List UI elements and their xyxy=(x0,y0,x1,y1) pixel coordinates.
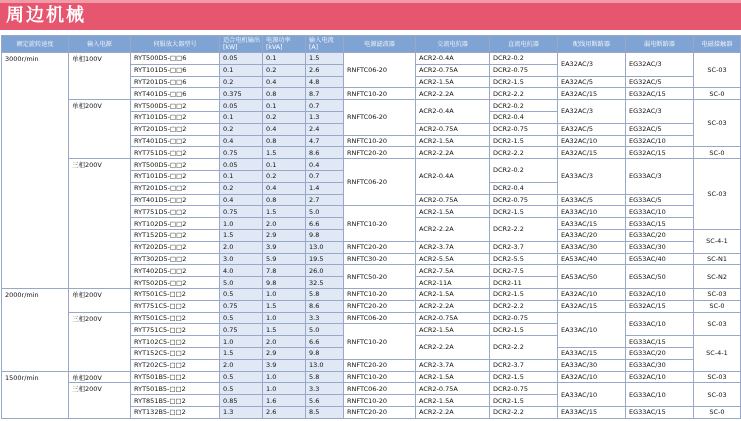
input-power-cell: 单相200V xyxy=(69,371,131,383)
motor-output-cell: 4.0 xyxy=(220,265,263,277)
input-current-cell: 2.7 xyxy=(306,194,344,206)
dc-reactor-cell: DCR2-0.75 xyxy=(490,123,558,135)
dc-reactor-cell: DCR2-1.5 xyxy=(490,76,558,88)
dc-reactor-cell: DCR2-0.4 xyxy=(490,182,558,194)
dc-reactor-cell: DCR2-1.5 xyxy=(490,395,558,407)
ac-reactor-cell: ACR2-11A xyxy=(416,277,490,289)
motor-output-cell: 0.1 xyxy=(220,111,263,123)
power-filter-cell: RNFTC06-20 xyxy=(344,159,416,206)
power-capacity-cell: 5.9 xyxy=(263,253,306,265)
motor-output-cell: 0.05 xyxy=(220,159,263,171)
input-current-cell: 3.3 xyxy=(306,312,344,324)
amplifier-model-cell: RYT851B5-□□2 xyxy=(131,395,220,407)
breaker-cell: EA33AC/3 xyxy=(558,159,626,194)
ac-reactor-cell: ACR2-2.2A xyxy=(416,406,490,418)
dc-reactor-cell: DCR2-0.75 xyxy=(490,383,558,395)
section-title: 周边机械 xyxy=(6,5,86,26)
header-row xyxy=(2,36,741,53)
breaker-cell: EA32AC/5 xyxy=(558,123,626,135)
breaker-cell: EA32AC/3 xyxy=(558,100,626,124)
motor-output-cell: 0.2 xyxy=(220,76,263,88)
amplifier-model-cell: RYT201D5-□□6 xyxy=(131,76,220,88)
earth-leakage-breaker-cell: EG32AC/3 xyxy=(626,53,694,77)
dc-reactor-cell: DCR2-1.5 xyxy=(490,288,558,300)
ac-reactor-cell: ACR2-2.2A xyxy=(416,300,490,312)
ac-reactor-cell: ACR2-0.4A xyxy=(416,100,490,124)
input-current-cell: 5.8 xyxy=(306,371,344,383)
earth-leakage-breaker-cell: EG32AC/10 xyxy=(626,288,694,300)
dc-reactor-cell: DCR2-3.7 xyxy=(490,359,558,371)
power-filter-cell: RNFTC06-20 xyxy=(344,100,416,135)
dc-reactor-cell: DCR2-0.4 xyxy=(490,111,558,123)
motor-output-cell: 0.75 xyxy=(220,300,263,312)
amplifier-model-cell: RYT401D5-□□6 xyxy=(131,88,220,100)
earth-leakage-breaker-cell: EG33AC/15 xyxy=(626,218,694,230)
column-header: 漏电断路器 xyxy=(626,36,694,53)
power-filter-cell: RNFTC06-20 xyxy=(344,383,416,395)
input-power-cell: 单相100V xyxy=(69,53,131,100)
breaker-cell: EA32AC/10 xyxy=(558,288,626,300)
motor-output-cell: 1.3 xyxy=(220,406,263,418)
motor-output-cell: 3.0 xyxy=(220,253,263,265)
power-capacity-cell: 2.9 xyxy=(263,229,306,241)
motor-output-cell: 1.0 xyxy=(220,336,263,348)
contactor-cell: SC-03 xyxy=(694,371,741,383)
dc-reactor-cell: DCR2-7.5 xyxy=(490,265,558,277)
power-capacity-cell: 9.8 xyxy=(263,277,306,289)
ac-reactor-cell: ACR2-0.75A xyxy=(416,194,490,206)
amplifier-model-cell: RYT751C5-□□2 xyxy=(131,324,220,336)
dc-reactor-cell: DCR2-2.2 xyxy=(490,300,558,312)
earth-leakage-breaker-cell: EG33AC/15 xyxy=(626,336,694,348)
input-current-cell: 1.4 xyxy=(306,182,344,194)
contactor-cell: SC-0 xyxy=(694,406,741,418)
input-power-cell: 单相200V xyxy=(69,288,131,312)
power-capacity-cell: 0.2 xyxy=(263,64,306,76)
dc-reactor-cell: DCR2-2.2 xyxy=(490,88,558,100)
amplifier-model-cell: RYT502D5-□□2 xyxy=(131,277,220,289)
earth-leakage-breaker-cell: EG32AC/15 xyxy=(626,88,694,100)
earth-leakage-breaker-cell: EG33AC/15 xyxy=(626,406,694,418)
motor-output-cell: 1.5 xyxy=(220,229,263,241)
column-header: 输入电流 [A] xyxy=(306,36,344,53)
earth-leakage-breaker-cell: EG32AC/3 xyxy=(626,100,694,124)
power-filter-cell: RNFTC10-20 xyxy=(344,324,416,359)
amplifier-model-cell: RYT302D5-□□2 xyxy=(131,253,220,265)
input-current-cell: 6.6 xyxy=(306,336,344,348)
dc-reactor-cell: DCR2-0.75 xyxy=(490,312,558,324)
motor-output-cell: 1.5 xyxy=(220,347,263,359)
column-header: 适合电机输出 [kW] xyxy=(220,36,263,53)
power-capacity-cell: 0.4 xyxy=(263,123,306,135)
ac-reactor-cell: ACR2-1.5A xyxy=(416,371,490,383)
amplifier-model-cell: RYT201D5-□□2 xyxy=(131,182,220,194)
power-capacity-cell: 0.8 xyxy=(263,194,306,206)
earth-leakage-breaker-cell: EG32AC/5 xyxy=(626,76,694,88)
ac-reactor-cell: ACR2-1.5A xyxy=(416,135,490,147)
input-current-cell: 0.7 xyxy=(306,170,344,182)
earth-leakage-breaker-cell: EG33AC/10 xyxy=(626,312,694,336)
ac-reactor-cell: ACR2-1.5A xyxy=(416,324,490,336)
dc-reactor-cell: DCR2-11 xyxy=(490,277,558,289)
power-capacity-cell: 3.9 xyxy=(263,241,306,253)
breaker-cell: EA33AC/20 xyxy=(558,229,626,241)
input-current-cell: 5.0 xyxy=(306,324,344,336)
power-filter-cell: RNFTC50-20 xyxy=(344,265,416,289)
dc-reactor-cell: DCR2-2.2 xyxy=(490,406,558,418)
power-capacity-cell: 0.1 xyxy=(263,159,306,171)
amplifier-model-cell: RYT501C5-□□2 xyxy=(131,312,220,324)
input-power-cell: 三相200V xyxy=(69,383,131,418)
power-filter-cell: RNFTC30-20 xyxy=(344,253,416,265)
column-header: 输入电源 xyxy=(69,36,131,53)
amplifier-model-cell: RYT202D5-□□2 xyxy=(131,241,220,253)
ac-reactor-cell: ACR2-1.5A xyxy=(416,76,490,88)
motor-output-cell: 0.5 xyxy=(220,371,263,383)
input-current-cell: 13.0 xyxy=(306,241,344,253)
power-capacity-cell: 2.9 xyxy=(263,347,306,359)
table-row xyxy=(2,100,741,112)
ac-reactor-cell: ACR2-0.4A xyxy=(416,159,490,194)
power-capacity-cell: 0.1 xyxy=(263,53,306,65)
contactor-cell: SC-03 xyxy=(694,100,741,147)
power-capacity-cell: 1.6 xyxy=(263,395,306,407)
table-row xyxy=(2,383,741,395)
breaker-cell: EA32AC/15 xyxy=(558,147,626,159)
input-current-cell: 2.6 xyxy=(306,64,344,76)
ac-reactor-cell: ACR2-2.2A xyxy=(416,88,490,100)
dc-reactor-cell: DCR2-1.5 xyxy=(490,135,558,147)
breaker-cell: EA33AC/10 xyxy=(558,383,626,407)
breaker-cell: EA33AC/15 xyxy=(558,218,626,230)
input-power-cell: 三相200V xyxy=(69,159,131,289)
table-row xyxy=(2,371,741,383)
ac-reactor-cell: ACR2-0.4A xyxy=(416,53,490,65)
table-row xyxy=(2,159,741,171)
breaker-cell: EA32AC/3 xyxy=(558,53,626,77)
earth-leakage-breaker-cell: EG33AC/30 xyxy=(626,241,694,253)
power-filter-cell: RNFTC06-20 xyxy=(344,53,416,88)
amplifier-model-cell: RYT102D5-□□2 xyxy=(131,218,220,230)
contactor-cell: SC-0 xyxy=(694,88,741,100)
earth-leakage-breaker-cell: EG53AC/40 xyxy=(626,253,694,265)
table-row xyxy=(2,312,741,324)
motor-output-cell: 0.5 xyxy=(220,312,263,324)
input-current-cell: 2.4 xyxy=(306,123,344,135)
breaker-cell: EA33AC/10 xyxy=(558,206,626,218)
power-capacity-cell: 1.0 xyxy=(263,312,306,324)
dc-reactor-cell: DCR2-2.2 xyxy=(490,336,558,360)
input-power-cell: 单相200V xyxy=(69,100,131,159)
contactor-cell: SC-0 xyxy=(694,300,741,312)
dc-reactor-cell: DCR2-0.75 xyxy=(490,194,558,206)
amplifier-model-cell: RYT101D5-□□6 xyxy=(131,64,220,76)
ac-reactor-cell: ACR2-7.5A xyxy=(416,265,490,277)
amplifier-model-cell: RYT152D5-□□2 xyxy=(131,229,220,241)
amplifier-model-cell: RYT501B5-□□2 xyxy=(131,371,220,383)
breaker-cell: EA32AC/15 xyxy=(558,88,626,100)
column-header: 额定旋转速度 xyxy=(2,36,69,53)
breaker-cell: EA33AC/30 xyxy=(558,241,626,253)
input-current-cell: 19.5 xyxy=(306,253,344,265)
power-capacity-cell: 0.8 xyxy=(263,135,306,147)
earth-leakage-breaker-cell: EG32AC/5 xyxy=(626,123,694,135)
contactor-cell: SC-0 xyxy=(694,147,741,159)
input-current-cell: 8.6 xyxy=(306,147,344,159)
column-header: 交流电抗器 xyxy=(416,36,490,53)
power-capacity-cell: 1.0 xyxy=(263,371,306,383)
earth-leakage-breaker-cell: EG33AC/20 xyxy=(626,347,694,359)
amplifier-model-cell: RYT201D5-□□2 xyxy=(131,123,220,135)
dc-reactor-cell: DCR2-1.5 xyxy=(490,371,558,383)
amplifier-model-cell: RYT501B5-□□2 xyxy=(131,383,220,395)
breaker-cell: EA33AC/15 xyxy=(558,347,626,359)
motor-output-cell: 0.75 xyxy=(220,324,263,336)
dc-reactor-cell: DCR2-1.5 xyxy=(490,206,558,218)
ac-reactor-cell: ACR2-1.5A xyxy=(416,288,490,300)
ac-reactor-cell: ACR2-2.2A xyxy=(416,147,490,159)
column-header: 电源滤波器 xyxy=(344,36,416,53)
earth-leakage-breaker-cell: EG32AC/15 xyxy=(626,147,694,159)
column-header: 伺服放大器型号 xyxy=(131,36,220,53)
ac-reactor-cell: ACR2-1.5A xyxy=(416,395,490,407)
power-filter-cell: RNFTC10-20 xyxy=(344,395,416,407)
ac-reactor-cell: ACR2-3.7A xyxy=(416,241,490,253)
power-capacity-cell: 0.2 xyxy=(263,111,306,123)
ac-reactor-cell: ACR2-2.2A xyxy=(416,218,490,242)
earth-leakage-breaker-cell: EG32AC/15 xyxy=(626,300,694,312)
amplifier-model-cell: RYT751D5-□□2 xyxy=(131,206,220,218)
earth-leakage-breaker-cell: EG33AC/20 xyxy=(626,229,694,241)
peripheral-spec-table xyxy=(1,35,741,419)
breaker-cell: EA53AC/40 xyxy=(558,253,626,265)
breaker-cell: EA53AC/50 xyxy=(558,265,626,289)
breaker-cell: EA32AC/5 xyxy=(558,76,626,88)
column-header: 电源功率 [kVA] xyxy=(263,36,306,53)
power-capacity-cell: 1.0 xyxy=(263,383,306,395)
power-capacity-cell: 1.5 xyxy=(263,206,306,218)
power-filter-cell: RNFTC20-20 xyxy=(344,300,416,312)
input-current-cell: 6.6 xyxy=(306,218,344,230)
power-filter-cell: RNFTC10-20 xyxy=(344,88,416,100)
amplifier-model-cell: RYT751D5-□□2 xyxy=(131,147,220,159)
power-capacity-cell: 2.6 xyxy=(263,406,306,418)
contactor-cell: SC-03 xyxy=(694,159,741,230)
input-current-cell: 4.7 xyxy=(306,135,344,147)
table-row xyxy=(2,53,741,65)
rated-speed-cell: 3000r/min xyxy=(2,53,69,289)
motor-output-cell: 0.85 xyxy=(220,395,263,407)
power-capacity-cell: 3.9 xyxy=(263,359,306,371)
ac-reactor-cell: ACR2-2.2A xyxy=(416,336,490,360)
earth-leakage-breaker-cell: EG32AC/10 xyxy=(626,135,694,147)
input-current-cell: 9.8 xyxy=(306,229,344,241)
section-banner xyxy=(0,0,741,30)
motor-output-cell: 0.05 xyxy=(220,100,263,112)
input-current-cell: 9.8 xyxy=(306,347,344,359)
amplifier-model-cell: RYT751C5-□□2 xyxy=(131,300,220,312)
column-header: 直流电抗器 xyxy=(490,36,558,53)
power-filter-cell: RNFTC20-20 xyxy=(344,147,416,159)
amplifier-model-cell: RYT132B5-□□2 xyxy=(131,406,220,418)
contactor-cell: SC-03 xyxy=(694,383,741,407)
power-capacity-cell: 0.4 xyxy=(263,182,306,194)
input-power-cell: 三相200V xyxy=(69,312,131,371)
input-current-cell: 13.0 xyxy=(306,359,344,371)
motor-output-cell: 0.4 xyxy=(220,194,263,206)
power-capacity-cell: 2.0 xyxy=(263,336,306,348)
amplifier-model-cell: RYT402D5-□□2 xyxy=(131,265,220,277)
breaker-cell: EA32AC/10 xyxy=(558,371,626,383)
input-current-cell: 3.3 xyxy=(306,383,344,395)
power-filter-cell: RNFTC20-20 xyxy=(344,406,416,418)
amplifier-model-cell: RYT152C5-□□2 xyxy=(131,347,220,359)
motor-output-cell: 0.2 xyxy=(220,182,263,194)
dc-reactor-cell: DCR2-0.2 xyxy=(490,159,558,183)
contactor-cell: SC-N1 xyxy=(694,253,741,265)
power-capacity-cell: 1.0 xyxy=(263,288,306,300)
earth-leakage-breaker-cell: EG33AC/30 xyxy=(626,359,694,371)
power-filter-cell: RNFTC20-20 xyxy=(344,241,416,253)
motor-output-cell: 0.5 xyxy=(220,288,263,300)
power-capacity-cell: 1.5 xyxy=(263,300,306,312)
power-capacity-cell: 1.5 xyxy=(263,147,306,159)
motor-output-cell: 0.75 xyxy=(220,147,263,159)
breaker-cell: EA33AC/5 xyxy=(558,194,626,206)
power-capacity-cell: 0.8 xyxy=(263,88,306,100)
contactor-cell: SC-4-1 xyxy=(694,336,741,371)
contactor-cell: SC-4-1 xyxy=(694,229,741,253)
motor-output-cell: 0.375 xyxy=(220,88,263,100)
amplifier-model-cell: RYT500D5-□□6 xyxy=(131,53,220,65)
input-current-cell: 0.7 xyxy=(306,100,344,112)
amplifier-model-cell: RYT500D5-□□2 xyxy=(131,100,220,112)
dc-reactor-cell: DCR2-5.5 xyxy=(490,253,558,265)
motor-output-cell: 1.0 xyxy=(220,218,263,230)
ac-reactor-cell: ACR2-0.75A xyxy=(416,64,490,76)
ac-reactor-cell: ACR2-1.5A xyxy=(416,206,490,218)
motor-output-cell: 0.1 xyxy=(220,170,263,182)
amplifier-model-cell: RYT500D5-□□2 xyxy=(131,159,220,171)
ac-reactor-cell: ACR2-0.75A xyxy=(416,312,490,324)
ac-reactor-cell: ACR2-0.75A xyxy=(416,123,490,135)
table-row xyxy=(2,288,741,300)
earth-leakage-breaker-cell: EG32AC/10 xyxy=(626,371,694,383)
power-filter-cell: RNFTC10-20 xyxy=(344,206,416,241)
ac-reactor-cell: ACR2-0.75A xyxy=(416,383,490,395)
rated-speed-cell: 2000r/min xyxy=(2,288,69,371)
rated-speed-cell: 1500r/min xyxy=(2,371,69,418)
breaker-cell: EA33AC/30 xyxy=(558,359,626,371)
input-current-cell: 5.0 xyxy=(306,206,344,218)
amplifier-model-cell: RYT101D5-□□2 xyxy=(131,170,220,182)
input-current-cell: 5.6 xyxy=(306,395,344,407)
dc-reactor-cell: DCR2-2.2 xyxy=(490,147,558,159)
amplifier-model-cell: RYT102C5-□□2 xyxy=(131,336,220,348)
contactor-cell: SC-03 xyxy=(694,312,741,336)
amplifier-model-cell: RYT101D5-□□2 xyxy=(131,111,220,123)
contactor-cell: SC-03 xyxy=(694,53,741,88)
column-header: 电磁接触器 xyxy=(694,36,741,53)
amplifier-model-cell: RYT401D5-□□2 xyxy=(131,194,220,206)
earth-leakage-breaker-cell: EG33AC/10 xyxy=(626,206,694,218)
dc-reactor-cell: DCR2-0.2 xyxy=(490,53,558,65)
breaker-cell: EA33AC/15 xyxy=(558,406,626,418)
banner-highlight xyxy=(0,0,741,3)
earth-leakage-breaker-cell: EG33AC/5 xyxy=(626,194,694,206)
dc-reactor-cell: DCR2-0.2 xyxy=(490,100,558,112)
input-current-cell: 26.0 xyxy=(306,265,344,277)
breaker-cell: EA32AC/10 xyxy=(558,135,626,147)
power-filter-cell: RNFTC10-20 xyxy=(344,288,416,300)
column-header: 配线用断路器 xyxy=(558,36,626,53)
earth-leakage-breaker-cell: EG33AC/3 xyxy=(626,159,694,194)
power-capacity-cell: 7.8 xyxy=(263,265,306,277)
input-current-cell: 8.7 xyxy=(306,88,344,100)
power-filter-cell: RNFTC10-20 xyxy=(344,135,416,147)
motor-output-cell: 0.05 xyxy=(220,53,263,65)
motor-output-cell: 0.1 xyxy=(220,64,263,76)
power-filter-cell: RNFTC10-20 xyxy=(344,371,416,383)
ac-reactor-cell: ACR2-5.5A xyxy=(416,253,490,265)
motor-output-cell: 2.0 xyxy=(220,359,263,371)
earth-leakage-breaker-cell: EG53AC/50 xyxy=(626,265,694,289)
motor-output-cell: 0.2 xyxy=(220,123,263,135)
earth-leakage-breaker-cell: EG33AC/10 xyxy=(626,383,694,407)
power-capacity-cell: 0.1 xyxy=(263,100,306,112)
input-current-cell: 1.5 xyxy=(306,53,344,65)
power-capacity-cell: 0.2 xyxy=(263,170,306,182)
input-current-cell: 1.3 xyxy=(306,111,344,123)
contactor-cell: SC-03 xyxy=(694,288,741,300)
amplifier-model-cell: RYT501C5-□□2 xyxy=(131,288,220,300)
breaker-cell: EA33AC/10 xyxy=(558,312,626,347)
ac-reactor-cell: ACR2-3.7A xyxy=(416,359,490,371)
dc-reactor-cell: DCR2-3.7 xyxy=(490,241,558,253)
amplifier-model-cell: RYT202C5-□□2 xyxy=(131,359,220,371)
input-current-cell: 5.8 xyxy=(306,288,344,300)
input-current-cell: 8.6 xyxy=(306,300,344,312)
power-filter-cell: RNFTC06-20 xyxy=(344,312,416,324)
power-capacity-cell: 0.4 xyxy=(263,76,306,88)
contactor-cell: SC-N2 xyxy=(694,265,741,289)
power-capacity-cell: 1.5 xyxy=(263,324,306,336)
motor-output-cell: 0.5 xyxy=(220,383,263,395)
motor-output-cell: 0.4 xyxy=(220,135,263,147)
power-capacity-cell: 2.0 xyxy=(263,218,306,230)
motor-output-cell: 5.0 xyxy=(220,277,263,289)
amplifier-model-cell: RYT401D5-□□2 xyxy=(131,135,220,147)
dc-reactor-cell: DCR2-0.75 xyxy=(490,64,558,76)
motor-output-cell: 0.75 xyxy=(220,206,263,218)
input-current-cell: 4.8 xyxy=(306,76,344,88)
input-current-cell: 0.4 xyxy=(306,159,344,171)
power-filter-cell: RNFTC20-20 xyxy=(344,359,416,371)
dc-reactor-cell: DCR2-1.5 xyxy=(490,324,558,336)
dc-reactor-cell: DCR2-2.2 xyxy=(490,218,558,242)
motor-output-cell: 2.0 xyxy=(220,241,263,253)
input-current-cell: 32.5 xyxy=(306,277,344,289)
breaker-cell: EA32AC/15 xyxy=(558,300,626,312)
input-current-cell: 8.5 xyxy=(306,406,344,418)
